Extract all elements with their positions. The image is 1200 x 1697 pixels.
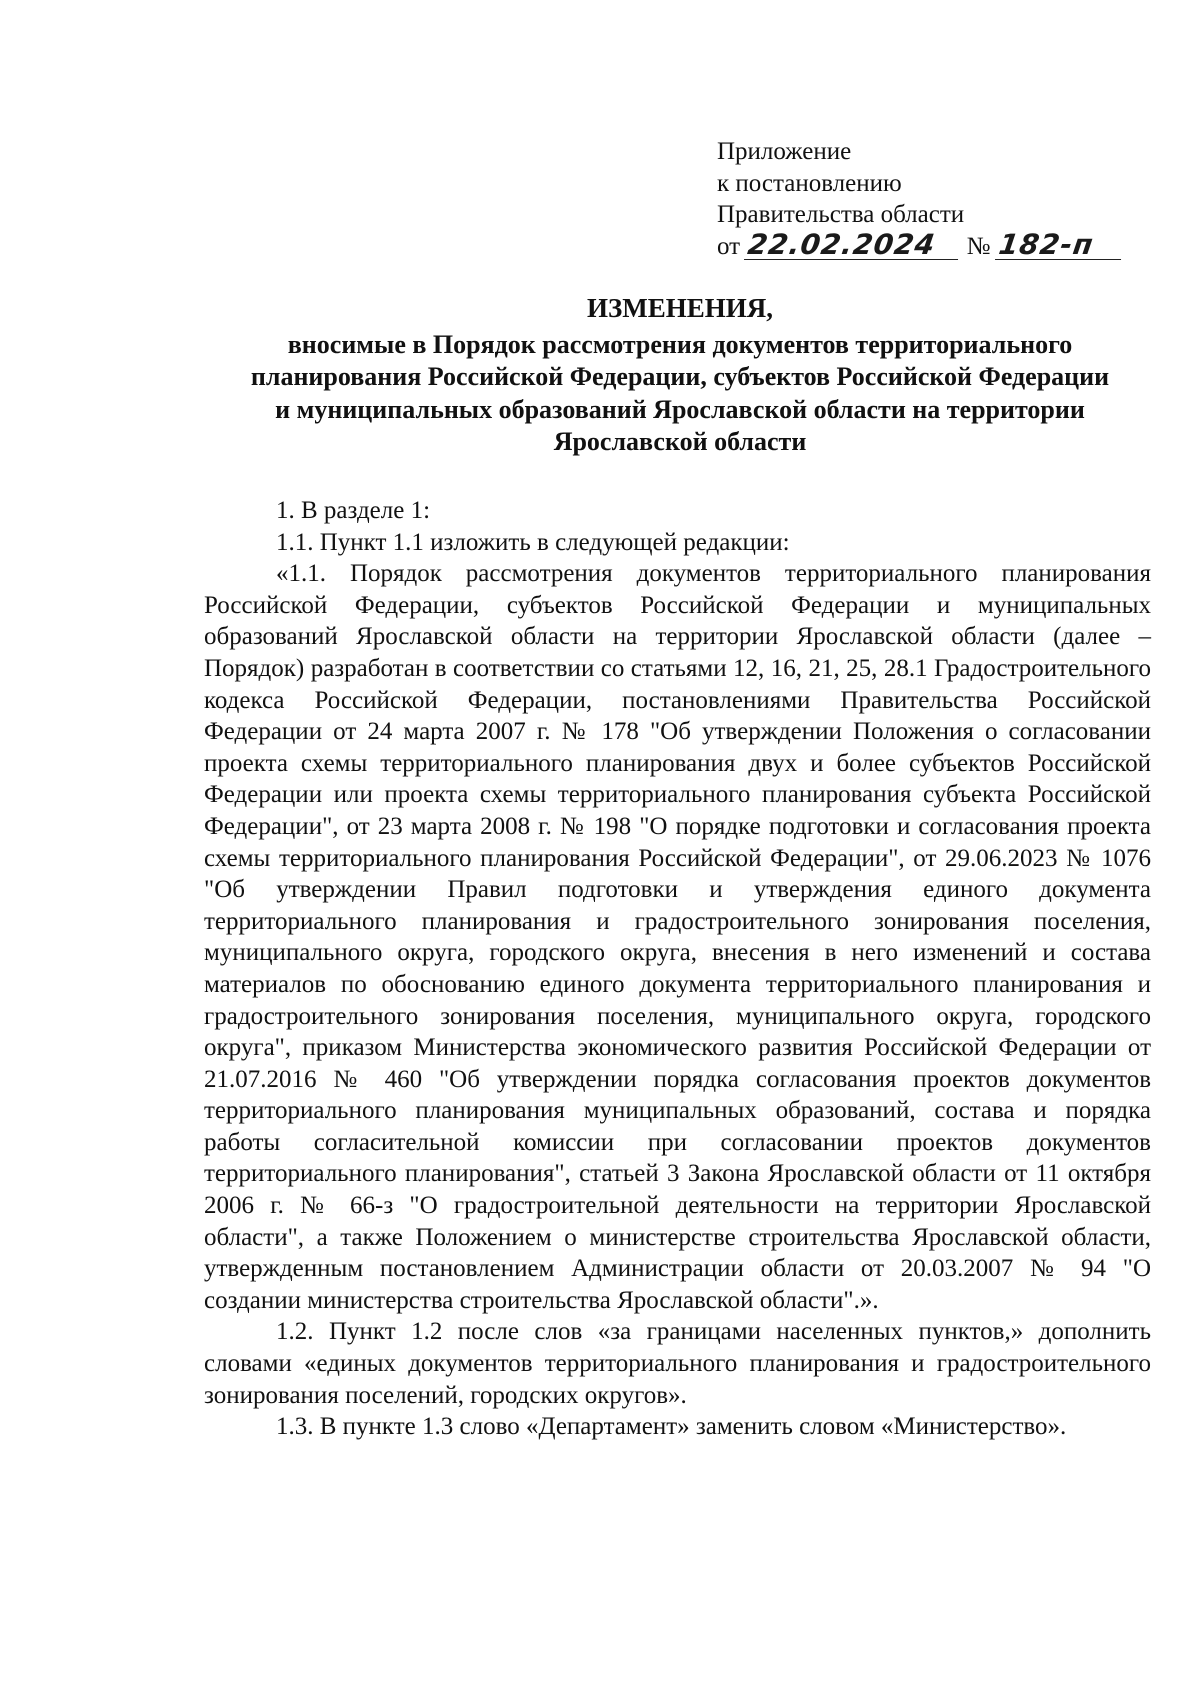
appendix-line-2: к постановлению: [717, 169, 902, 197]
number-label: №: [966, 232, 991, 260]
title-subtitle-line-2: планирования Российской Федерации, субъектов Российской Федерации: [250, 362, 1110, 391]
document-body: [204, 495, 1151, 1443]
paragraph-1-2: 1.2. Пункт 1.2 после слов «за границами населенных пунктов,» дополнить словами «единых документов территориального планирования и градостроительного зонирования поселений, городских округов».: [204, 1318, 1151, 1409]
appendix-line-3: Правительства области: [717, 201, 965, 228]
document-title: [200, 292, 1160, 459]
handwritten-date: 22.02.2024: [744, 231, 962, 260]
appendix-block: [717, 136, 1123, 262]
title-subtitle-line-3: и муниципальных образований Ярославской области на территории: [275, 394, 1085, 424]
title-heading: ИЗМЕНЕНИЯ,: [586, 293, 773, 323]
paragraph-1-1-text: «1.1. Порядок рассмотрения документов территориального планирования Российской Федерации, субъектов Российской Федерации и муниципальных образований Ярославской области на территории Ярославской области (далее – Порядок) разработан в соответствии со статьями 12, 16, 21, 25, 28.1 Градостроительного кодекса Российской Федерации, постановлениями Правительства Российской Федерации от 24 марта 2007 г. № 178 "Об утверждении Положения о согласовании проекта схемы территориального планирования двух и более субъектов Российской Федерации или проекта схемы территориального планирования субъекта Российской Федерации", от 23 марта 2008 г. № 198 "О порядке подготовки и согласования проекта схемы территориального планирования Российской Федерации", от 29.06.2023 № 1076 "Об утверждении Правил подготовки и утверждения единого документа территориального планирования и градостроительного зонирования поселения, муниципального округа, городского округа, внесения в него изменений и состава материалов по обоснованию единого документа территориального планирования и градостроительного зонирования поселения, муниципального округа, городского округа", приказом Министерства экономического развития Российской Федерации от 21.07.2016 № 460 "Об утверждении порядка согласования проектов документов территориального планирования муниципальных образований, состава и порядка работы согласительной комиссии при согласовании проектов документов территориального планирования", статьей 3 Закона Ярославской области от 11 октября 2006 г. № 66-з "О градостроительной деятельности на территории Ярославской области", а также Положением о министерстве строительства Ярославской области, утвержденным постановлением Администрации области от 20.03.2007 № 94 "О создании министерства строительства Ярославской области".».: [204, 560, 1151, 1314]
appendix-date-line: [717, 227, 1123, 263]
paragraph-1: 1. В разделе 1:: [276, 497, 431, 524]
paragraph-1-1: 1.1. Пункт 1.1 изложить в следующей редакции:: [276, 528, 790, 556]
appendix-line-1: Приложение: [717, 138, 852, 165]
paragraph-1-3: 1.3. В пункте 1.3 слово «Департамент» заменить словом «Министерство».: [276, 1413, 1067, 1441]
title-subtitle-line-4: Ярославской области: [553, 427, 807, 456]
title-subtitle-line-1: вносимые в Порядок рассмотрения документов территориального: [287, 329, 1073, 359]
handwritten-number: 182-п: [995, 231, 1125, 260]
from-label: от: [717, 232, 741, 260]
